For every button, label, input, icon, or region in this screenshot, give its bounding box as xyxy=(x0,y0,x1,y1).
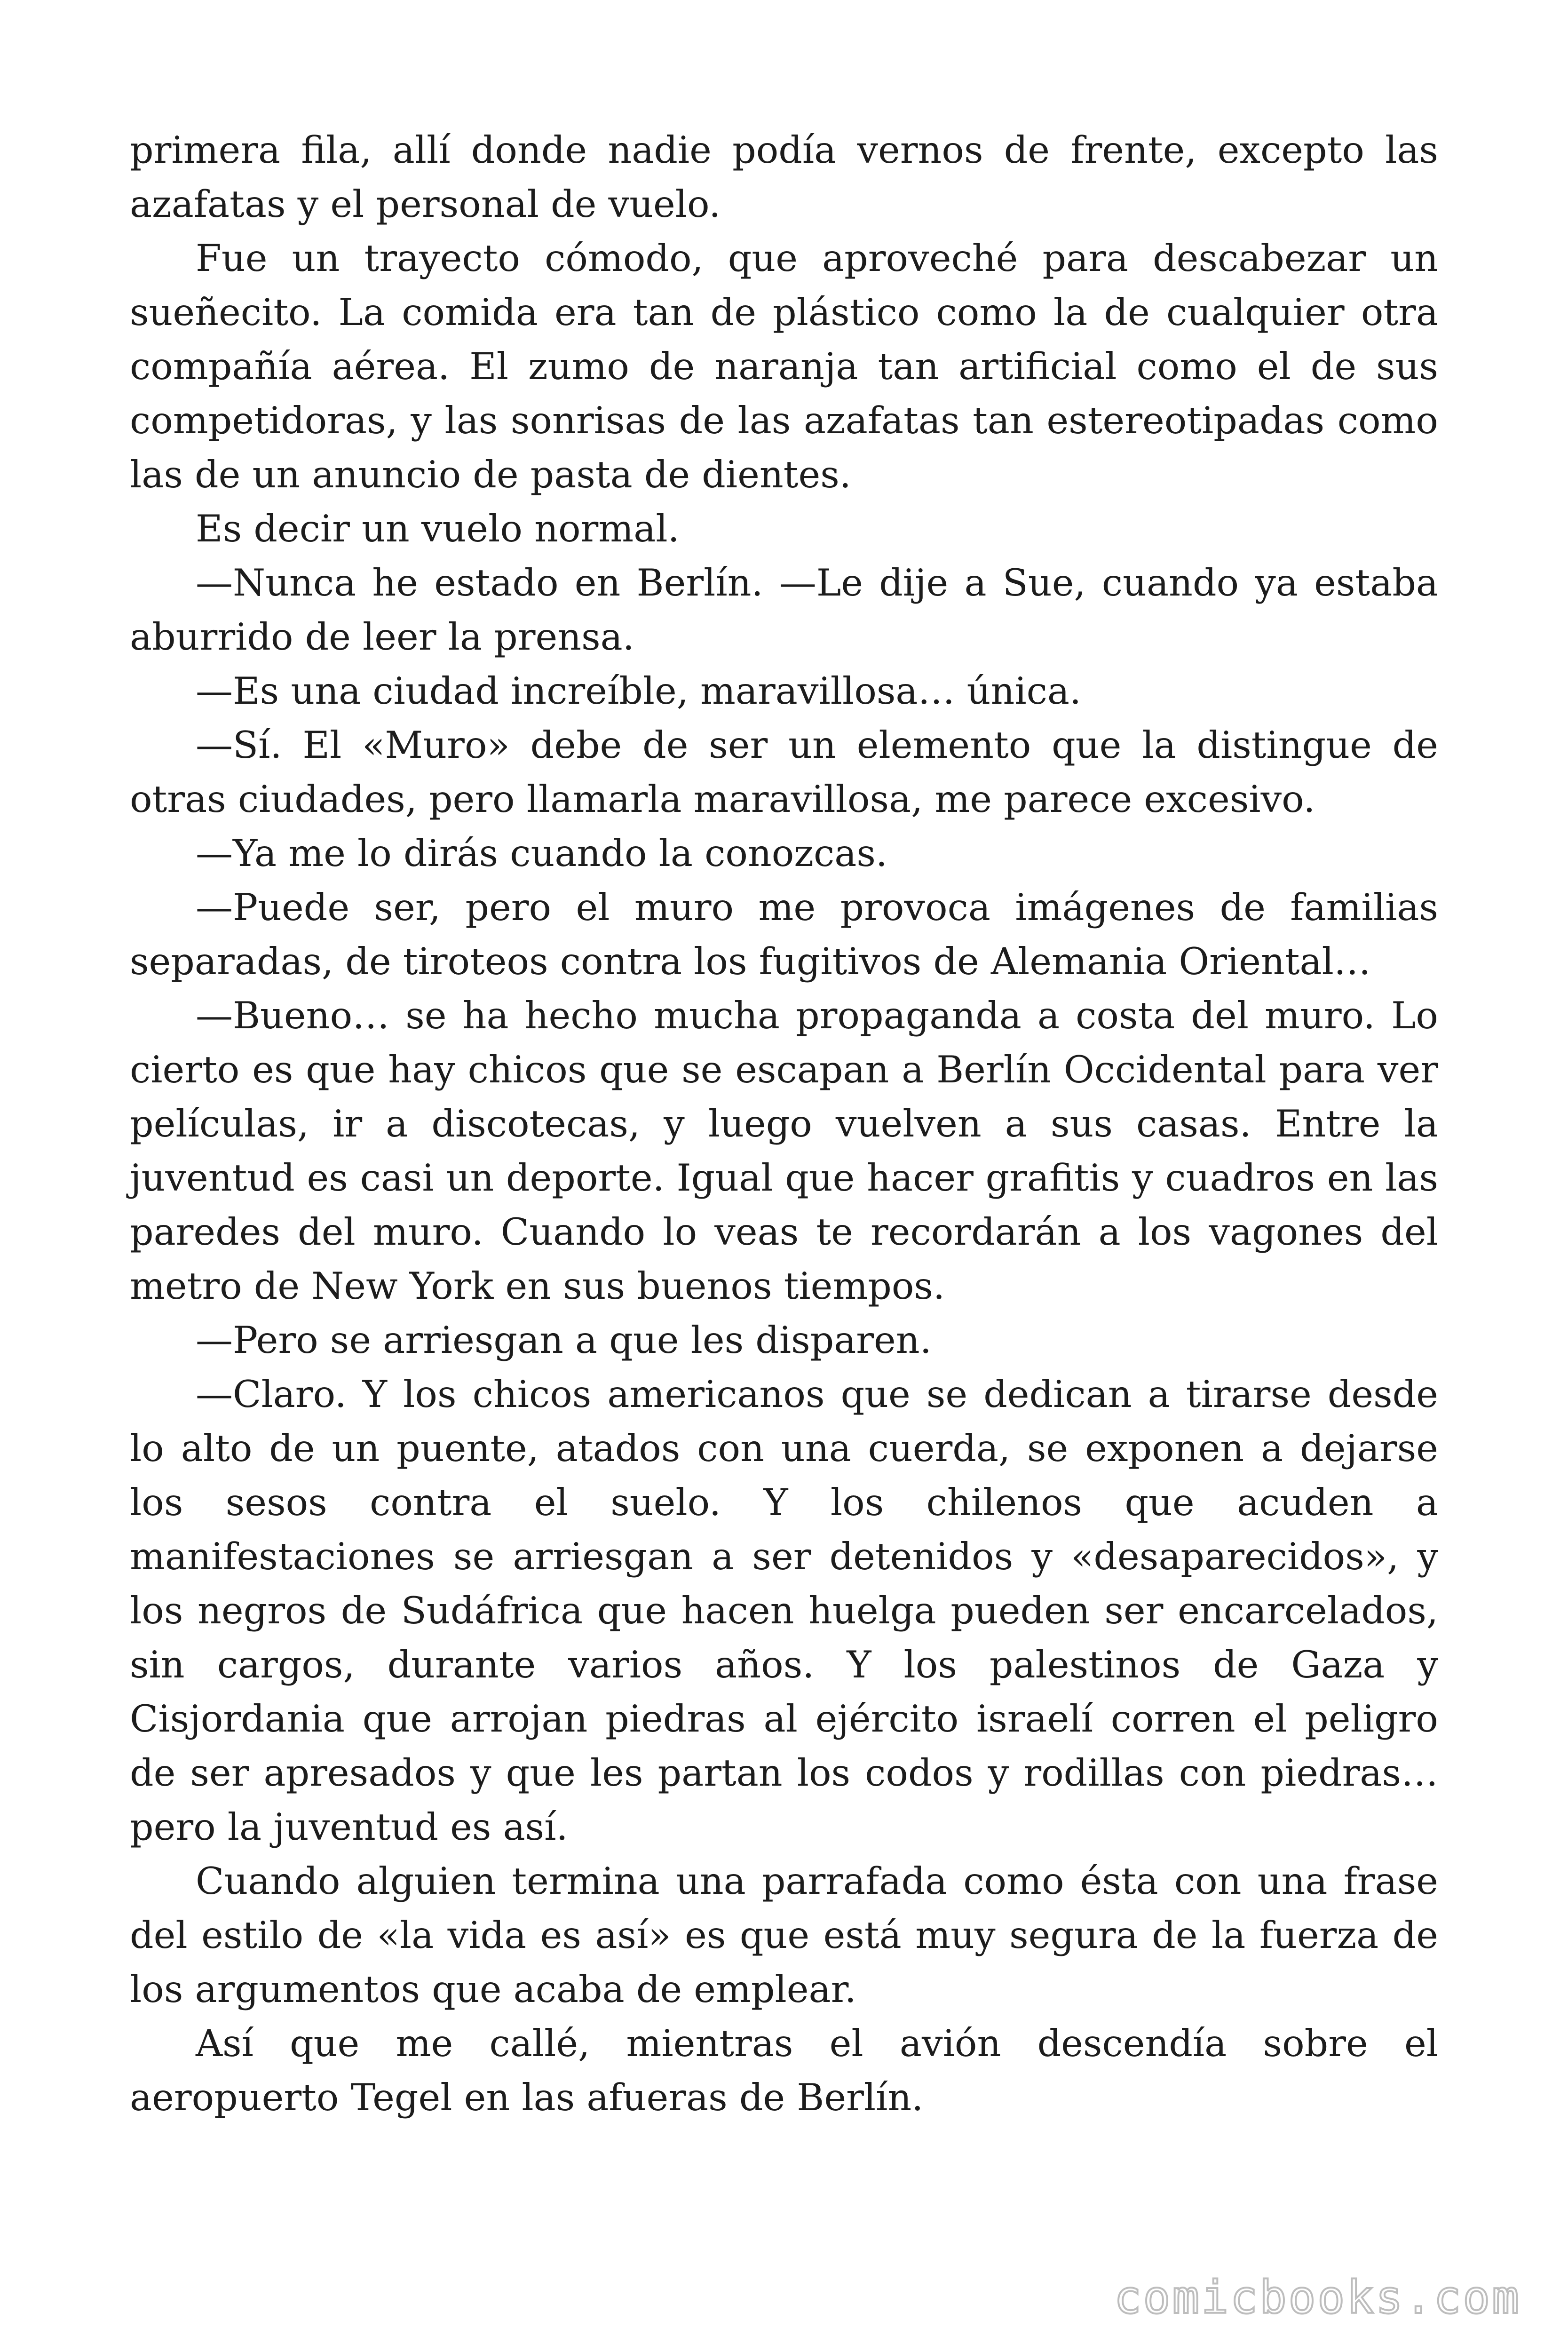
paragraph-continuation: primera fila, allí donde nadie podía vernos de frente, excepto las azafatas y el personal de vuelo. xyxy=(130,128,1438,226)
dialogue-line: —Ya me lo dirás cuando la conozcas. xyxy=(196,832,887,875)
dialogue-line: —Bueno… se ha hecho mucha propaganda a costa del muro. Lo cierto es que hay chicos que se escapan a Berlín Occidental para ver películas, ir a discotecas, y luego vuelven a sus casas. Entre la juventud es casi un deporte. Igual que hacer grafitis y cuadros en las paredes del muro. Cuando lo veas te recordarán a los vagones del metro de New York en sus buenos tiempos. xyxy=(130,994,1438,1308)
paragraph: Así que me callé, mientras el avión descendía sobre el aeropuerto Tegel en las afueras de Berlín. xyxy=(130,2022,1438,2119)
dialogue-line: —Claro. Y los chicos americanos que se dedican a tirarse desde lo alto de un puente, atados con una cuerda, se exponen a dejarse los sesos contra el suelo. Y los chilenos que acuden a manifestaciones se arriesgan a ser detenidos y «desaparecidos», y los negros de Sudáfrica que hacen huelga pueden ser encarcelados, sin cargos, durante varios años. Y los palestinos de Gaza y Cisjordania que arrojan piedras al ejército israelí corren el peligro de ser apresados y que les partan los codos y rodillas con piedras… pero la juventud es así. xyxy=(130,1373,1438,1849)
dialogue-line: —Pero se arriesgan a que les disparen. xyxy=(196,1319,932,1362)
paragraph: Cuando alguien termina una parrafada como ésta con una frase del estilo de «la vida es así» es que está muy segura de la fuerza de los argumentos que acaba de emplear. xyxy=(130,1859,1438,2011)
body-text xyxy=(130,123,1438,2125)
dialogue-line: —Puede ser, pero el muro me provoca imágenes de familias separadas, de tiroteos contra los fugitivos de Alemania Oriental… xyxy=(130,886,1438,983)
watermark-text: comicbooks.com xyxy=(1114,2271,1521,2324)
dialogue-line: —Sí. El «Muro» debe de ser un elemento que la distingue de otras ciudades, pero llamarla maravillosa, me parece excesivo. xyxy=(130,723,1438,821)
paragraph: Fue un trayecto cómodo, que aproveché para descabezar un sueñecito. La comida era tan de plástico como la de cualquier otra compañía aérea. El zumo de naranja tan artificial como el de sus competidoras, y las sonrisas de las azafatas tan estereotipadas como las de un anuncio de pasta de dientes. xyxy=(130,237,1438,496)
dialogue-line: —Nunca he estado en Berlín. —Le dije a Sue, cuando ya estaba aburrido de leer la prensa. xyxy=(130,561,1438,659)
dialogue-line: —Es una ciudad increíble, maravillosa… única. xyxy=(196,669,1082,713)
paragraph: Es decir un vuelo normal. xyxy=(196,507,680,550)
